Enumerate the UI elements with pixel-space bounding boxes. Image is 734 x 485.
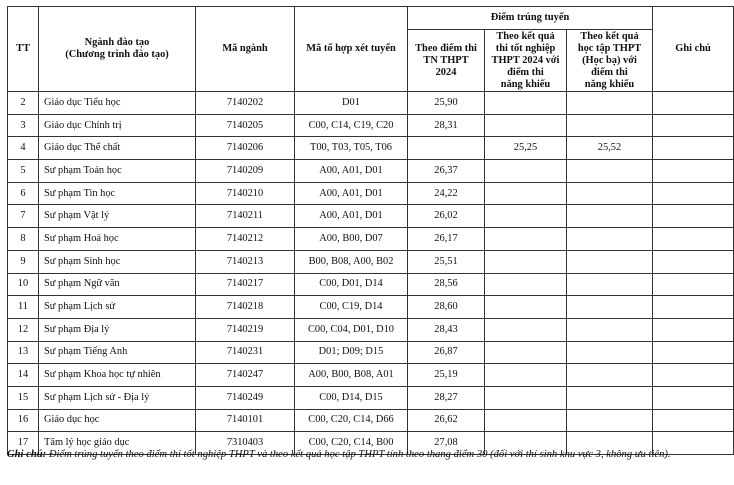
- row-score-aptitude: [485, 364, 567, 387]
- row-program-name: Tâm lý học giáo dục: [39, 432, 196, 455]
- row-score-transcript: [567, 160, 653, 183]
- row-combos: A00, B00, D07: [295, 228, 408, 251]
- row-tt: 17: [8, 432, 39, 455]
- row-notes: [653, 386, 734, 409]
- table-row: [8, 137, 734, 160]
- row-score-transcript: [567, 205, 653, 228]
- row-score-transcript: [567, 341, 653, 364]
- row-score-transcript: [567, 318, 653, 341]
- row-code: 7140247: [196, 364, 295, 387]
- row-score-transcript: [567, 273, 653, 296]
- row-program-name: Sư phạm Tin học: [39, 182, 196, 205]
- row-score-aptitude: [485, 386, 567, 409]
- row-tt: 5: [8, 160, 39, 183]
- row-score-exam: 24,22: [408, 182, 485, 205]
- header-score-exam-line3: 2024: [435, 66, 457, 78]
- row-score-exam: 28,27: [408, 386, 485, 409]
- row-code: 7140217: [196, 273, 295, 296]
- header-combos: Mã tổ hợp xét tuyển: [295, 7, 408, 92]
- header-notes: Ghi chú: [653, 7, 734, 92]
- row-tt: 7: [8, 205, 39, 228]
- row-tt: 14: [8, 364, 39, 387]
- header-score-transcript-line3: (Học bạ) với: [582, 54, 637, 66]
- row-code: 7310403: [196, 432, 295, 455]
- row-program-name: Sư phạm Khoa học tự nhiên: [39, 364, 196, 387]
- row-score-exam: 26,62: [408, 409, 485, 432]
- row-combos: B00, B08, A00, B02: [295, 250, 408, 273]
- header-score-aptitude-line5: năng khiếu: [500, 78, 551, 90]
- footnote: [7, 448, 697, 463]
- row-score-aptitude: [485, 182, 567, 205]
- row-tt: 2: [8, 92, 39, 115]
- table-body: [8, 92, 734, 455]
- table-row: [8, 409, 734, 432]
- row-notes: [653, 318, 734, 341]
- row-score-exam: 28,60: [408, 296, 485, 319]
- row-program-name: Sư phạm Vật lý: [39, 205, 196, 228]
- row-code: 7140231: [196, 341, 295, 364]
- table-row: [8, 386, 734, 409]
- row-code: 7140249: [196, 386, 295, 409]
- header-score-aptitude-line4: điểm thi: [507, 66, 544, 78]
- row-tt: 9: [8, 250, 39, 273]
- footnote-text: Điểm trúng tuyển theo điểm thi tốt nghiệp THPT và theo kết quả học tập THPT tính theo thang điểm 30 (đối với thí sinh khu vực 3, không ưu tiên).: [48, 449, 671, 460]
- row-score-exam: 25,19: [408, 364, 485, 387]
- table-row: [8, 250, 734, 273]
- row-combos: C00, C19, D14: [295, 296, 408, 319]
- header-score-transcript-line5: năng khiếu: [584, 78, 635, 90]
- row-score-aptitude: [485, 296, 567, 319]
- table-row: [8, 364, 734, 387]
- header-score-exam-line2: TN THPT: [423, 54, 469, 66]
- row-combos: A00, B00, B08, A01: [295, 364, 408, 387]
- table-row: [8, 318, 734, 341]
- row-score-aptitude: [485, 92, 567, 115]
- row-tt: 13: [8, 341, 39, 364]
- header-score-transcript-line4: điểm thi: [591, 66, 628, 78]
- row-program-name: Giáo dục Thể chất: [39, 137, 196, 160]
- row-code: 7140209: [196, 160, 295, 183]
- header-program-line1: Ngành đào tạo: [84, 37, 150, 48]
- row-code: 7140211: [196, 205, 295, 228]
- row-notes: [653, 273, 734, 296]
- row-score-exam: 26,17: [408, 228, 485, 251]
- header-tt: TT: [8, 7, 39, 92]
- table-row: [8, 296, 734, 319]
- row-program-name: Giáo dục học: [39, 409, 196, 432]
- header-score-transcript-line1: Theo kết quả: [580, 30, 639, 42]
- header-score-aptitude-line2: thi tốt nghiệp: [495, 42, 556, 54]
- row-tt: 11: [8, 296, 39, 319]
- row-code: 7140213: [196, 250, 295, 273]
- row-combos: A00, A01, D01: [295, 160, 408, 183]
- row-program-name: Giáo dục Chính trị: [39, 114, 196, 137]
- row-notes: [653, 205, 734, 228]
- header-score-aptitude-line3: THPT 2024 với: [491, 54, 560, 66]
- header-score-group: Điểm trúng tuyển: [408, 7, 653, 30]
- row-notes: [653, 228, 734, 251]
- row-notes: [653, 160, 734, 183]
- row-score-aptitude: [485, 205, 567, 228]
- row-score-exam: [408, 137, 485, 160]
- row-combos: A00, A01, D01: [295, 205, 408, 228]
- row-tt: 8: [8, 228, 39, 251]
- header-program-line2: (Chương trình đào tạo): [65, 49, 169, 60]
- table-header: [8, 7, 734, 92]
- row-score-transcript: [567, 250, 653, 273]
- header-score-aptitude: [485, 30, 567, 92]
- table-row: [8, 273, 734, 296]
- row-combos: A00, A01, D01: [295, 182, 408, 205]
- header-code: Mã ngành: [196, 7, 295, 92]
- footnote-label: Ghi chú:: [7, 449, 47, 460]
- row-code: 7140218: [196, 296, 295, 319]
- row-combos: C00, D14, D15: [295, 386, 408, 409]
- row-combos: C00, C20, C14, D66: [295, 409, 408, 432]
- row-combos: C00, C14, C19, C20: [295, 114, 408, 137]
- row-score-transcript: [567, 296, 653, 319]
- row-score-aptitude: [485, 318, 567, 341]
- row-code: 7140212: [196, 228, 295, 251]
- row-score-aptitude: [485, 250, 567, 273]
- row-score-exam: 26,02: [408, 205, 485, 228]
- row-score-exam: 26,37: [408, 160, 485, 183]
- row-notes: [653, 92, 734, 115]
- row-tt: 16: [8, 409, 39, 432]
- row-score-transcript: [567, 409, 653, 432]
- table-row: [8, 228, 734, 251]
- row-tt: 3: [8, 114, 39, 137]
- row-notes: [653, 137, 734, 160]
- row-code: 7140202: [196, 92, 295, 115]
- table-row: [8, 341, 734, 364]
- row-program-name: Sư phạm Hoá học: [39, 228, 196, 251]
- row-code: 7140205: [196, 114, 295, 137]
- row-score-aptitude: 25,25: [485, 137, 567, 160]
- row-score-transcript: [567, 92, 653, 115]
- table-row: [8, 205, 734, 228]
- row-score-exam: 28,31: [408, 114, 485, 137]
- header-score-exam: [408, 30, 485, 92]
- table-row: [8, 114, 734, 137]
- row-score-exam: 25,90: [408, 92, 485, 115]
- row-program-name: Giáo dục Tiểu học: [39, 92, 196, 115]
- row-code: 7140219: [196, 318, 295, 341]
- row-code: 7140101: [196, 409, 295, 432]
- row-score-transcript: [567, 386, 653, 409]
- row-score-aptitude: [485, 273, 567, 296]
- row-tt: 4: [8, 137, 39, 160]
- row-score-aptitude: [485, 409, 567, 432]
- row-tt: 15: [8, 386, 39, 409]
- row-score-exam: 27,08: [408, 432, 485, 455]
- row-combos: D01: [295, 92, 408, 115]
- header-score-transcript: [567, 30, 653, 92]
- row-score-transcript: 25,52: [567, 137, 653, 160]
- row-combos: D01; D09; D15: [295, 341, 408, 364]
- row-notes: [653, 296, 734, 319]
- header-program: [39, 7, 196, 92]
- row-score-aptitude: [485, 160, 567, 183]
- row-tt: 6: [8, 182, 39, 205]
- row-score-exam: 28,56: [408, 273, 485, 296]
- row-notes: [653, 341, 734, 364]
- row-notes: [653, 364, 734, 387]
- row-program-name: Sư phạm Ngữ văn: [39, 273, 196, 296]
- row-score-transcript: [567, 182, 653, 205]
- row-score-transcript: [567, 228, 653, 251]
- row-code: 7140206: [196, 137, 295, 160]
- row-score-aptitude: [485, 228, 567, 251]
- admission-scores-table: [7, 6, 734, 455]
- header-score-transcript-line2: học tập THPT: [577, 42, 642, 54]
- row-program-name: Sư phạm Tiếng Anh: [39, 341, 196, 364]
- row-notes: [653, 114, 734, 137]
- row-program-name: Sư phạm Sinh học: [39, 250, 196, 273]
- row-score-exam: 25,51: [408, 250, 485, 273]
- row-combos: C00, D01, D14: [295, 273, 408, 296]
- row-program-name: Sư phạm Lịch sử - Địa lý: [39, 386, 196, 409]
- header-score-exam-line1: Theo điểm thi: [415, 42, 477, 54]
- row-score-aptitude: [485, 114, 567, 137]
- row-score-transcript: [567, 364, 653, 387]
- row-combos: C00, C04, D01, D10: [295, 318, 408, 341]
- row-score-exam: 28,43: [408, 318, 485, 341]
- row-notes: [653, 250, 734, 273]
- row-score-exam: 26,87: [408, 341, 485, 364]
- row-program-name: Sư phạm Toán học: [39, 160, 196, 183]
- row-notes: [653, 409, 734, 432]
- row-score-aptitude: [485, 341, 567, 364]
- row-combos: T00, T03, T05, T06: [295, 137, 408, 160]
- row-tt: 12: [8, 318, 39, 341]
- row-program-name: Sư phạm Địa lý: [39, 318, 196, 341]
- row-code: 7140210: [196, 182, 295, 205]
- row-notes: [653, 182, 734, 205]
- header-score-aptitude-line1: Theo kết quả: [496, 30, 555, 42]
- row-program-name: Sư phạm Lịch sử: [39, 296, 196, 319]
- row-score-transcript: [567, 114, 653, 137]
- row-combos: C00, C20, C14, B00: [295, 432, 408, 455]
- table-row: [8, 92, 734, 115]
- row-tt: 10: [8, 273, 39, 296]
- table-row: [8, 182, 734, 205]
- table-row: [8, 160, 734, 183]
